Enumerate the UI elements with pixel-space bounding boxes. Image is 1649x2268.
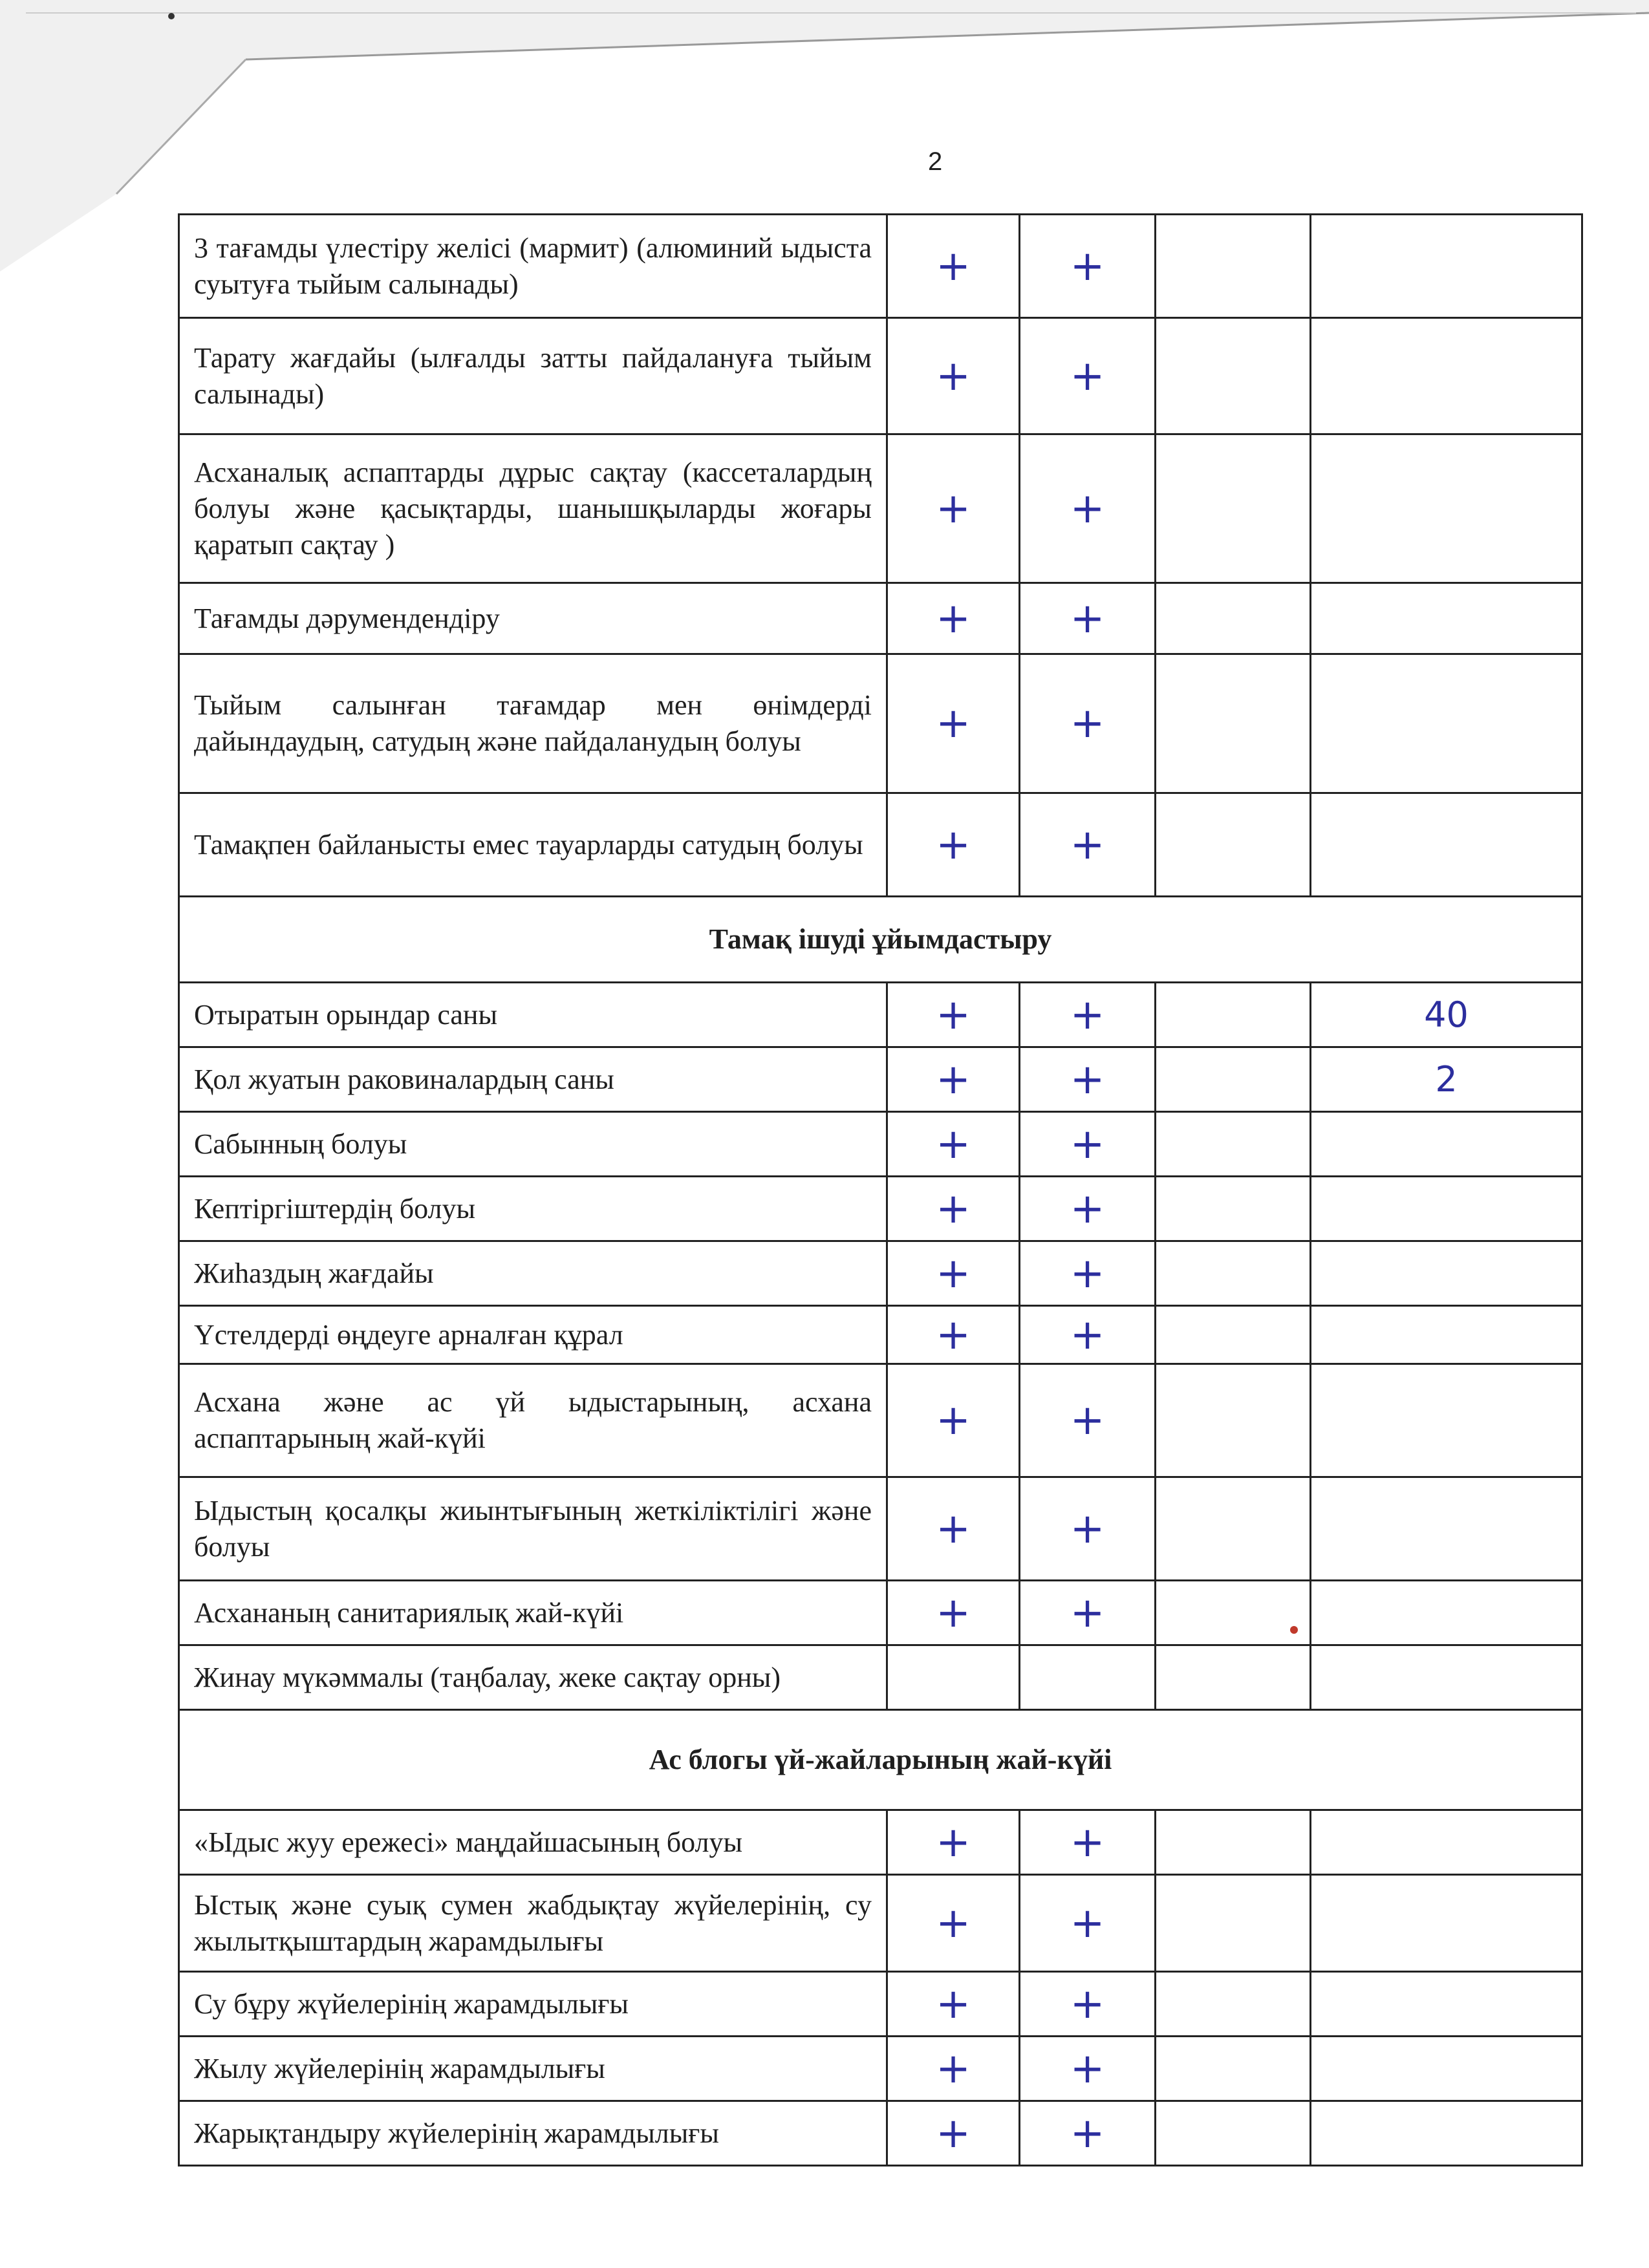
- check-mark-cell: +: [887, 215, 1020, 318]
- value-cell: [1156, 318, 1311, 434]
- check-mark-cell: +: [887, 434, 1020, 583]
- criterion-label: Үстелдерді өңдеуге арналған құрал: [179, 1306, 887, 1364]
- value-cell: [1311, 2037, 1582, 2101]
- value-cell: [1311, 1364, 1582, 1477]
- criterion-label: Тарату жағдайы (ылғалды затты пайдалануға тыйым салынады): [179, 318, 887, 434]
- check-mark-cell: [1020, 1645, 1156, 1710]
- criterion-label: Асхананың санитариялық жай-күйі: [179, 1581, 887, 1645]
- value-cell: [1311, 1306, 1582, 1364]
- page-number: 2: [928, 147, 943, 176]
- value-cell: [1156, 654, 1311, 793]
- value-cell: [1311, 2101, 1582, 2166]
- value-cell: [1156, 1241, 1311, 1306]
- check-mark-cell: +: [1020, 2037, 1156, 2101]
- table-row: [179, 654, 1582, 793]
- criterion-label: «Ыдыс жуу ережесі» маңдайшасының болуы: [179, 1810, 887, 1875]
- value-cell: [1311, 1875, 1582, 1972]
- table-row: [179, 318, 1582, 434]
- check-mark-cell: +: [887, 1306, 1020, 1364]
- section-header-row: [179, 1710, 1582, 1810]
- ink-spot: [1290, 1626, 1298, 1634]
- table-row: [179, 1241, 1582, 1306]
- check-mark-cell: +: [1020, 1177, 1156, 1241]
- check-mark-cell: +: [887, 1177, 1020, 1241]
- criterion-label: 3 тағамды үлестіру желісі (мармит) (алюминий ыдыста суытуға тыйым салынады): [179, 215, 887, 318]
- criterion-label: Тыйым салынған тағамдар мен өнімдерді дайындаудың, сатудың және пайдаланудың болуы: [179, 654, 887, 793]
- value-cell: [1156, 1047, 1311, 1112]
- table-row: [179, 583, 1582, 654]
- check-mark-cell: +: [1020, 654, 1156, 793]
- value-cell: [1156, 2037, 1311, 2101]
- value-cell: [1311, 654, 1582, 793]
- table-row: [179, 215, 1582, 318]
- check-mark-cell: +: [887, 1581, 1020, 1645]
- table-row: [179, 2101, 1582, 2166]
- check-mark-cell: +: [887, 318, 1020, 434]
- value-cell: 40: [1311, 983, 1582, 1047]
- criterion-label: Жарықтандыру жүйелерінің жарамдылығы: [179, 2101, 887, 2166]
- value-cell: [1311, 1241, 1582, 1306]
- criterion-label: Ыдыстың қосалқы жиынтығының жеткіліктілігі және болуы: [179, 1477, 887, 1581]
- criterion-label: Асханалық аспаптарды дұрыс сақтау (кассеталардың болуы және қасықтарды, шанышқыларды жоғары қаратып сақтау ): [179, 434, 887, 583]
- check-mark-cell: +: [887, 1477, 1020, 1581]
- criterion-label: Сабынның болуы: [179, 1112, 887, 1177]
- check-mark-cell: +: [1020, 1810, 1156, 1875]
- value-cell: [1156, 434, 1311, 583]
- criterion-label: Су бұру жүйелерінің жарамдылығы: [179, 1972, 887, 2037]
- check-mark-cell: +: [1020, 983, 1156, 1047]
- check-mark-cell: +: [887, 793, 1020, 897]
- criterion-label: Тамақпен байланысты емес тауарларды сатудың болуы: [179, 793, 887, 897]
- criterion-label: Жинау мүкәммалы (таңбалау, жеке сақтау орны): [179, 1645, 887, 1710]
- criterion-label: Ыстық және суық сумен жабдықтау жүйелерінің, су жылытқыштардың жарамдылығы: [179, 1875, 887, 1972]
- check-mark-cell: +: [1020, 215, 1156, 318]
- section-header-row: [179, 897, 1582, 983]
- table-row: [179, 434, 1582, 583]
- criterion-label: Отыратын орындар саны: [179, 983, 887, 1047]
- check-mark-cell: [887, 1645, 1020, 1710]
- table-row: [179, 983, 1582, 1047]
- table-row: [179, 1875, 1582, 1972]
- check-mark-cell: +: [1020, 1477, 1156, 1581]
- check-mark-cell: +: [887, 983, 1020, 1047]
- table-row: [179, 1306, 1582, 1364]
- check-mark-cell: +: [1020, 793, 1156, 897]
- table-row: [179, 1972, 1582, 2037]
- table-row: [179, 793, 1582, 897]
- criterion-label: Жылу жүйелерінің жарамдылығы: [179, 2037, 887, 2101]
- table-row: [179, 1477, 1582, 1581]
- value-cell: [1156, 1645, 1311, 1710]
- value-cell: [1156, 1477, 1311, 1581]
- value-cell: [1311, 215, 1582, 318]
- check-mark-cell: +: [887, 654, 1020, 793]
- criterion-label: Асхана және ас үй ыдыстарының, асхана аспаптарының жай-күйі: [179, 1364, 887, 1477]
- check-mark-cell: +: [887, 1241, 1020, 1306]
- table-row: [179, 1364, 1582, 1477]
- value-cell: [1156, 583, 1311, 654]
- check-mark-cell: +: [887, 1112, 1020, 1177]
- check-mark-cell: +: [887, 1047, 1020, 1112]
- check-mark-cell: +: [1020, 1306, 1156, 1364]
- table-row: [179, 1047, 1582, 1112]
- value-cell: 2: [1311, 1047, 1582, 1112]
- table-row: [179, 1581, 1582, 1645]
- value-cell: [1156, 1972, 1311, 2037]
- check-mark-cell: +: [887, 1364, 1020, 1477]
- check-mark-cell: +: [1020, 434, 1156, 583]
- table-row: [179, 2037, 1582, 2101]
- value-cell: [1156, 1177, 1311, 1241]
- value-cell: [1156, 1112, 1311, 1177]
- value-cell: [1311, 1645, 1582, 1710]
- value-cell: [1156, 1875, 1311, 1972]
- check-mark-cell: +: [1020, 1364, 1156, 1477]
- check-mark-cell: +: [887, 2101, 1020, 2166]
- check-mark-cell: +: [1020, 1112, 1156, 1177]
- check-mark-cell: +: [1020, 1972, 1156, 2037]
- check-mark-cell: +: [887, 1972, 1020, 2037]
- check-mark-cell: +: [887, 583, 1020, 654]
- value-cell: [1156, 793, 1311, 897]
- check-mark-cell: +: [1020, 1241, 1156, 1306]
- table-row: [179, 1112, 1582, 1177]
- value-cell: [1156, 1810, 1311, 1875]
- value-cell: [1156, 2101, 1311, 2166]
- check-mark-cell: +: [887, 2037, 1020, 2101]
- check-mark-cell: +: [1020, 2101, 1156, 2166]
- table-row: [179, 1177, 1582, 1241]
- criterion-label: Тағамды дәрумендендіру: [179, 583, 887, 654]
- criterion-label: Қол жуатын раковиналардың саны: [179, 1047, 887, 1112]
- value-cell: [1311, 793, 1582, 897]
- value-cell: [1311, 1112, 1582, 1177]
- value-cell: [1156, 983, 1311, 1047]
- check-mark-cell: +: [1020, 583, 1156, 654]
- value-cell: [1311, 1477, 1582, 1581]
- ink-spot: [168, 13, 175, 19]
- value-cell: [1311, 1972, 1582, 2037]
- value-cell: [1156, 1581, 1311, 1645]
- section-title: Тамақ ішуді ұйымдастыру: [179, 897, 1582, 983]
- table-row: [179, 1645, 1582, 1710]
- value-cell: [1311, 318, 1582, 434]
- inspection-table: [178, 213, 1581, 2166]
- value-cell: [1156, 1364, 1311, 1477]
- value-cell: [1311, 1581, 1582, 1645]
- criterion-label: Жиһаздың жағдайы: [179, 1241, 887, 1306]
- section-title: Ас блогы үй-жайларының жай-күйі: [179, 1710, 1582, 1810]
- check-mark-cell: +: [1020, 318, 1156, 434]
- value-cell: [1156, 215, 1311, 318]
- check-mark-cell: +: [887, 1875, 1020, 1972]
- check-mark-cell: +: [887, 1810, 1020, 1875]
- value-cell: [1156, 1306, 1311, 1364]
- value-cell: [1311, 583, 1582, 654]
- criterion-label: Кептіргіштердің болуы: [179, 1177, 887, 1241]
- check-mark-cell: +: [1020, 1875, 1156, 1972]
- value-cell: [1311, 434, 1582, 583]
- check-mark-cell: +: [1020, 1581, 1156, 1645]
- value-cell: [1311, 1810, 1582, 1875]
- table-row: [179, 1810, 1582, 1875]
- value-cell: [1311, 1177, 1582, 1241]
- check-mark-cell: +: [1020, 1047, 1156, 1112]
